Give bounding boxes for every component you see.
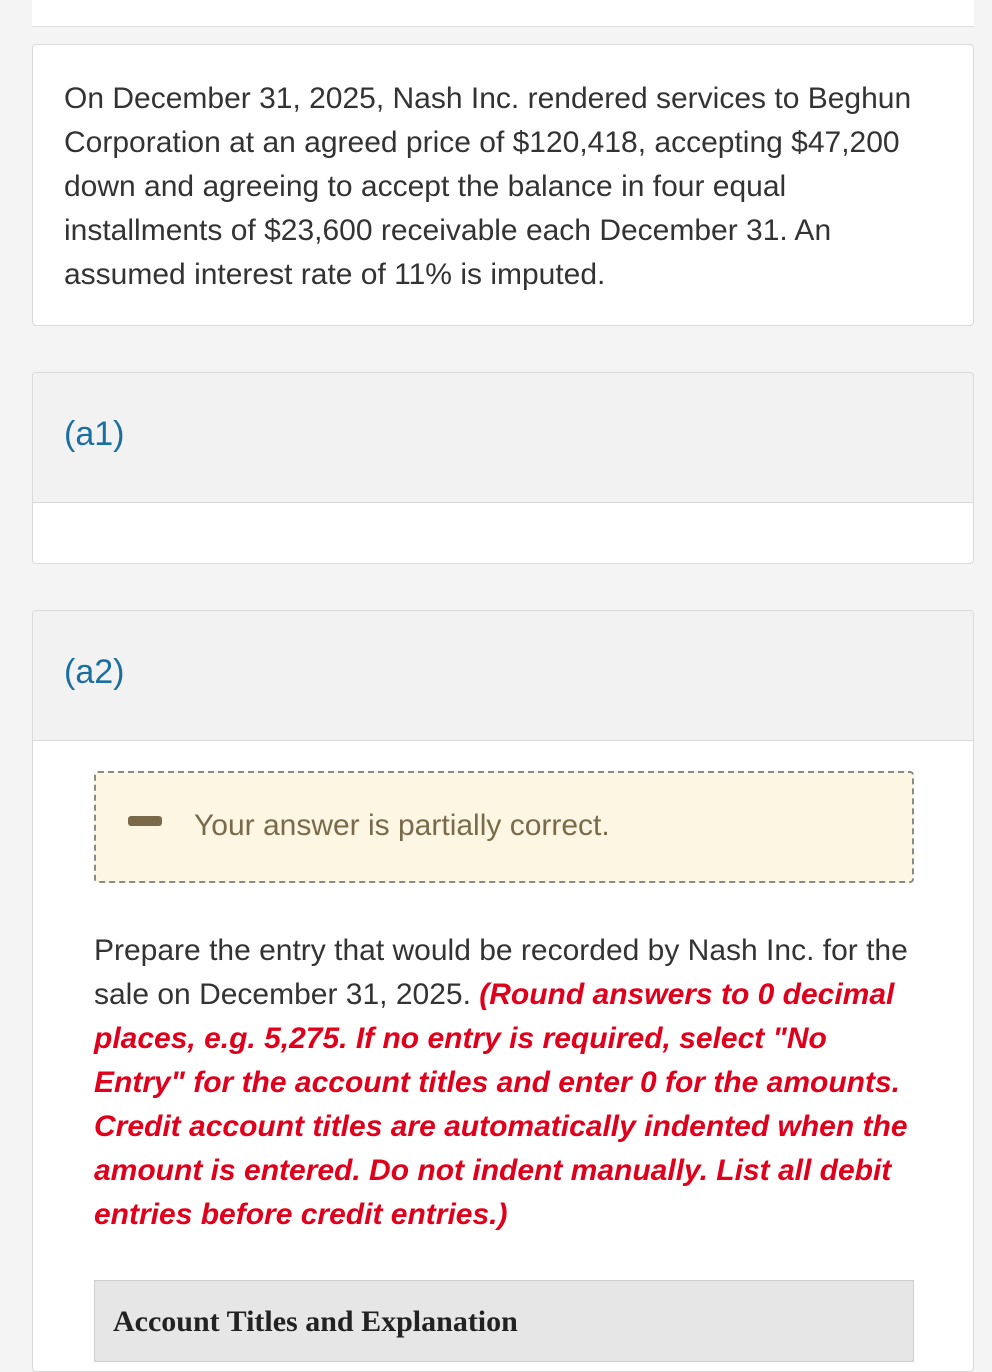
problem-statement-text: On December 31, 2025, Nash Inc. rendered services to Beghun Corporation at an agreed price of $120,418, accepting $47,200 down and agreeing to accept the balance in four equal installments of $23,600 receivable each December 31. An assumed interest rate of 11% is imputed. [64, 82, 912, 291]
part-a1-header[interactable] [33, 373, 973, 503]
part-a2-card [32, 610, 974, 1372]
problem-statement-card [32, 44, 974, 326]
feedback-banner [94, 771, 914, 883]
column-header-account-titles: Account Titles and Explanation [113, 1305, 518, 1338]
part-a2-label: (a2) [64, 653, 125, 691]
instructions-note: (Round answers to 0 decimal places, e.g. 5,275. If no entry is required, select "No Entry" for the account titles and enter 0 for the amounts. Credit account titles are automatically indented when the amount is entered. Do not indent manually. List all debit entries before credit entries.) [94, 978, 908, 1231]
instructions-text [94, 929, 914, 1237]
feedback-text: Your answer is partially correct. [194, 809, 610, 842]
instructions-lead: Prepare the entry that would be recorded by Nash Inc. for the sale on December 31, 2025. [94, 934, 908, 1011]
part-a1-label: (a1) [64, 415, 125, 453]
minus-icon [128, 816, 162, 826]
part-a2-header[interactable] [33, 611, 973, 741]
journal-table-header [94, 1280, 914, 1362]
part-a1-card [32, 372, 974, 564]
previous-section-edge [32, 0, 974, 27]
